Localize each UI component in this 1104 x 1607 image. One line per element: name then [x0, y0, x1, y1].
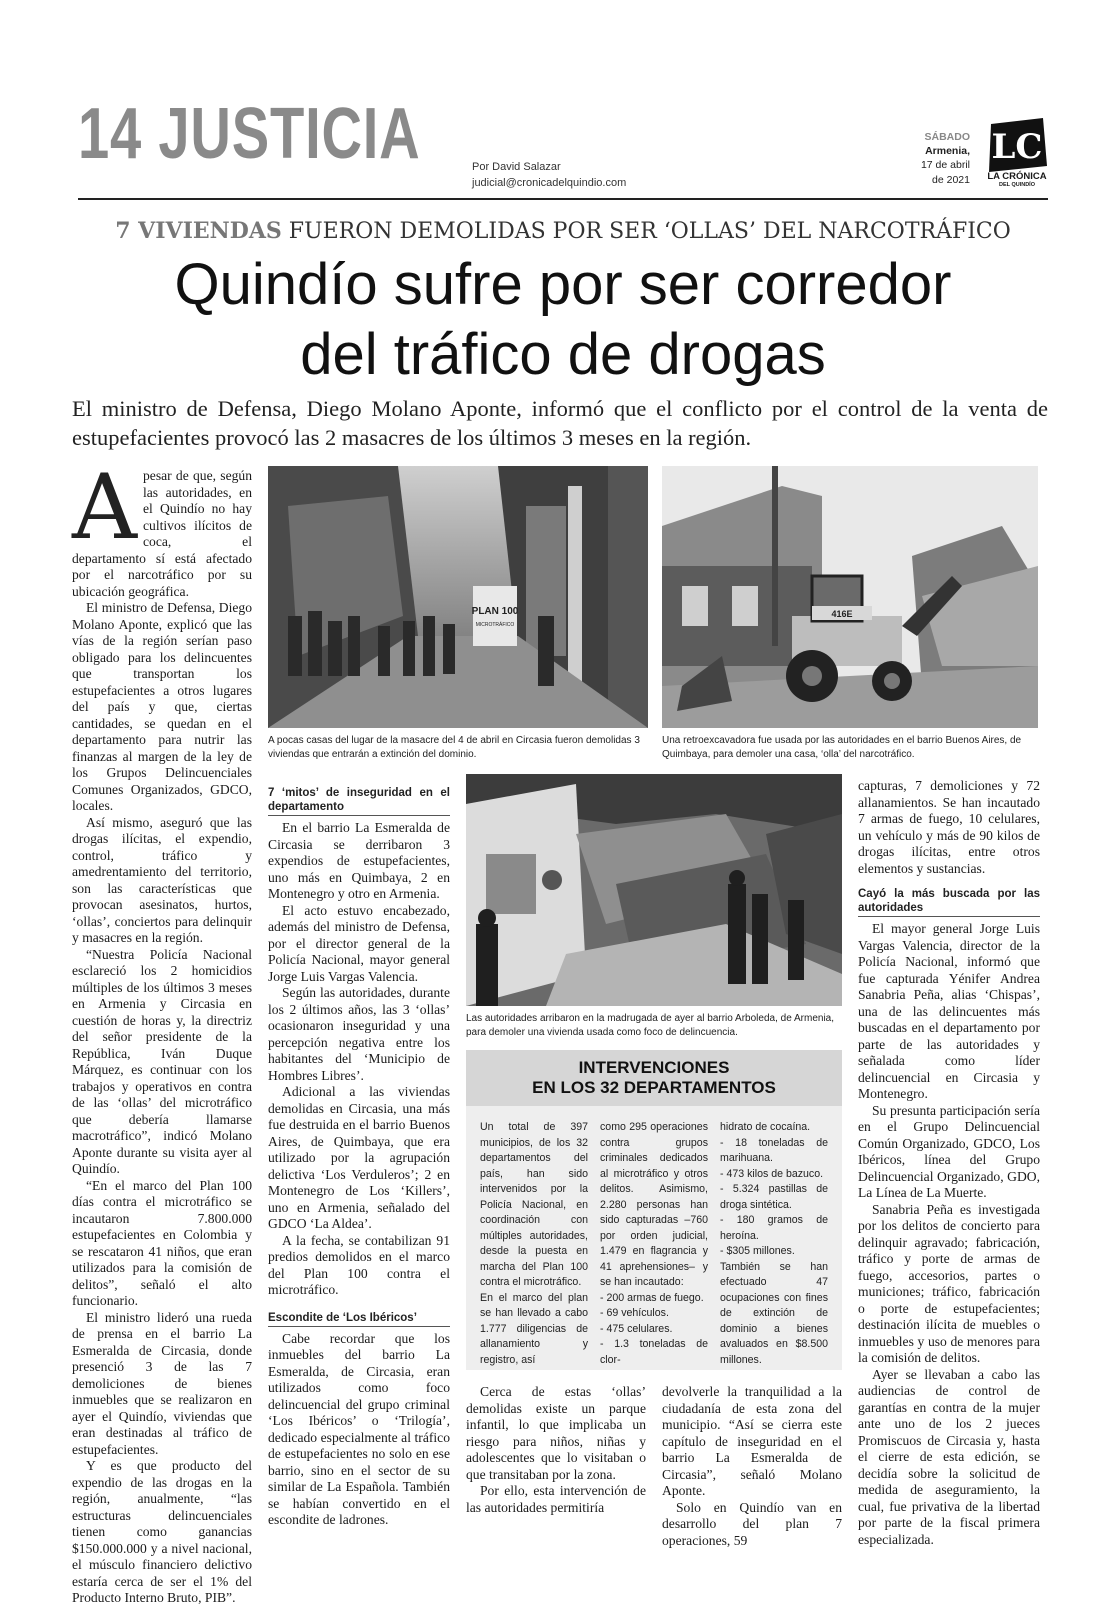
infobox-item: - 18 toneladas de marihuana.	[720, 1136, 828, 1164]
section-title: 14 JUSTICIA	[78, 94, 421, 174]
infobox-item: - $305 millones.	[720, 1245, 795, 1257]
col4-p5: Ayer se llevaban a cabo las audiencias de control de garantías en contra de la mujer ante uno de los 2 jueces Promiscuos de Circasia y, hasta el cierre de esta edición, se decidía sobre la solicitud de medida de aseguramiento, la cual, fue privativa de la libertad por parte de la fiscal primera especializada.	[858, 1366, 1040, 1547]
infobox-title-line1: INTERVENCIONES	[578, 1058, 730, 1077]
infobox-col-1	[480, 1120, 588, 1368]
infobox-item: - 5.324 pastillas de droga sintética.	[720, 1183, 828, 1211]
col1-p3: Así mismo, aseguró que las drogas ilícitas, el expendio, control, tráfico y amedrentamiento del territorio, son las características que provocan asesinatos, hurtos, ‘ollas’, conciertos para delinquir y masacres en la región.	[72, 814, 252, 945]
col1-p6: El ministro lideró una rueda de prensa en el barrio La Esmeralda de Circasia, donde presenció 3 de las 7 demoliciones de bienes inmuebles que se realizaron en ayer el Quindío, viviendas que eran destinadas al tráfico de estupefacientes.	[72, 1309, 252, 1457]
plan100-sign: PLAN 100	[471, 606, 519, 617]
col2-p5: A la fecha, se contabilizan 91 predios demolidos en el marco del Plan 100 contra el microtráfico.	[268, 1232, 450, 1297]
kicker-rest: FUERON DEMOLIDAS POR SER ‘OLLAS’ DEL NARCOTRÁFICO	[281, 219, 1011, 244]
col2-p4: Adicional a las viviendas demolidas en Circasia, una más fue destruida en el barrio Buenos Aires, de Quimbaya, que era utilizado por la agrupación delictiva ‘Los Verduleros’; 2 en Montenegro de Los ‘Killers’, uno en Armenia, señalado del GDCO ‘La Aldea’.	[268, 1084, 450, 1231]
infobox-c3-first: hidrato de cocaína.	[720, 1121, 811, 1133]
col1-p1: pesar de que, según las autoridades, en el Quindío no hay cultivos ilícitos de coca, el departamento sí está afectado por el narcotráfico por su ubicación geográfica.	[72, 468, 252, 599]
bottom-right-p1: devolverle la tranquilidad a la ciudadanía de esta zona del municipio. “Así se cierra este capítulo de inseguridad en el barrio La Esmeralda de Circasia”, señaló Molano Aponte.	[662, 1384, 842, 1498]
kicker	[78, 218, 1048, 244]
col2-subhead-1: 7 ‘mitos’ de inseguridad en el departamento	[268, 786, 450, 816]
col2-p2: El acto estuvo encabezado, además del ministro de Defensa, por el director general de la Policía Nacional, mayor general Jorge Luis Vargas Valencia.	[268, 902, 450, 984]
col4-p4: Sanabria Peña es investigada por los delitos de concierto para delinquir agravado; fabricación, tráfico y porte de armas de fuego, accesorios, partes o municiones; tráfico, fabricación o porte de estupefacientes; destinación ilícita de muebles o inmuebles y uso de menores para la comisión de delitos.	[858, 1201, 1040, 1365]
bottom-left-p1: Cerca de estas ‘ollas’ demolidas existe un parque infantil, lo que implicaba un riesgo para niños, niñas y adolescentes que lo visitaban o que transitaban por la zona.	[466, 1384, 646, 1482]
col2-p3: Según las autoridades, durante los 2 últimos años, las 3 ‘ollas’ ocasionaron inseguridad y una percepción negativa entre los habitantes del ‘Municipio de Hombres Libres’.	[268, 985, 450, 1083]
col2-p6: Cabe recordar que los inmuebles del barrio La Esmeralda, de Circasia, eran utilizados como foco delincuencial del grupo criminal ‘Los Ibéricos’ o ‘Trilogía’, dedicado especialmente al tráfico de estupefacientes no solo en ese barrio, sino en el sector de su similar de La Española. También se habían convertido en el escondite de ladrones.	[268, 1330, 450, 1527]
infobox-c2: como 295 operaciones contra grupos criminales dedicados al microtráfico y otros delitos. Asimismo, 2.280 personas han sido capturadas –760 por orden judicial, 1.479 en flagrancia y 41 aprehensiones– y se han incautado:	[600, 1121, 708, 1288]
infobox-item: - 1.3 toneladas de clor-	[600, 1338, 708, 1366]
date-day: SÁBADO	[924, 131, 970, 143]
column-1	[72, 455, 252, 1607]
date-line2: de 2021	[932, 173, 970, 186]
bottom-left-column	[466, 1384, 646, 1516]
col1-p5: “En el marco del Plan 100 días contra el microtráfico se incautaron 7.800.000 estupefacientes en Colombia y se rescataron 41 niños, que eran utilizados para la comisión de delitos”, señaló el alto funcionario.	[72, 1177, 252, 1308]
col2-p1: En el barrio La Esmeralda de Circasia se derribaron 3 expendios de estupefacientes, uno más en Quimbaya, 2 en Montenegro y otro en Armenia.	[268, 820, 450, 901]
headline-line1: Quindío sufre por ser corredor	[174, 252, 952, 317]
infobox-col-2	[600, 1120, 708, 1368]
infobox-c1b: En el marco del plan se han llevado a cabo 1.777 diligencias de allanamiento y registro, así	[480, 1291, 588, 1366]
col2-subhead-2: Escondite de ‘Los Ibéricos’	[268, 1311, 450, 1327]
byline-email[interactable]: judicial@cronicadelquindio.com	[472, 176, 627, 189]
subhead: El ministro de Defensa, Diego Molano Aponte, informó que el conflicto por el control de la venta de estupefacientes provocó las 2 masacres de los últimos 3 meses en la región.	[72, 396, 1048, 450]
bottom-left-p2: Por ello, esta intervención de las autoridades permitiría	[466, 1483, 646, 1515]
col4-p3: Su presunta participación sería en el Grupo Delincuencial Común Organizado, GDCO, Los Ibéricos, línea del Grupo Delincuencial Organizado, GDO, La Línea de La Muerte.	[858, 1102, 1040, 1200]
infobox-item: - 475 celulares.	[600, 1322, 673, 1335]
machine-label: 416E	[831, 609, 853, 619]
infobox-title-line2: EN LOS 32 DEPARTAMENTOS	[532, 1078, 776, 1097]
logo-name-sub: DEL QUINDÍO	[999, 182, 1035, 189]
photo-street-police	[268, 466, 648, 728]
col1-p7: Y es que producto del expendio de las drogas en la región, anualmente, “las estructuras delincuenciales tienen como ganancias $150.000.000 y a nivel nacional, el músculo financiero delictivo estaría cerca de ser el 1% del Producto Interno Bruto, PIB”.	[72, 1458, 252, 1605]
infobox-item: - 473 kilos de bazuco.	[720, 1167, 824, 1180]
logo-name	[980, 172, 1054, 188]
date-line1: 17 de abril	[920, 159, 970, 172]
infobox-c1: Un total de 397 municipios, de los 32 departamentos del país, han sido intervenidos por la Policía Nacional, en coordinación con múltiples autoridades, desde la puesta en marcha del Plan 100 contra el microtráfico.	[480, 1121, 588, 1288]
date-city: Armenia,	[925, 145, 970, 158]
col4-subhead: Cayó la más buscada por las autoridades	[858, 887, 1040, 917]
logo-letters: LC	[991, 127, 1043, 167]
newspaper-logo-icon	[985, 118, 1049, 172]
byline	[472, 160, 626, 192]
photo-backhoe	[662, 466, 1038, 728]
dropcap: A	[72, 455, 137, 560]
kicker-bold: 7 VIVIENDAS	[115, 218, 282, 244]
bottom-right-p2: Solo en Quindío van en desarrollo del plan 7 operaciones, 59	[662, 1499, 842, 1548]
byline-author: Por David Salazar	[472, 161, 561, 173]
caption-1: A pocas casas del lugar de la masacre del 4 de abril en Circasia fueron demolidas 3 viviendas que entrarán a extinción del dominio.	[268, 735, 640, 760]
infobox-title	[466, 1058, 842, 1098]
caption-2: Una retroexcavadora fue usada por las autoridades en el barrio Buenos Aires, de Quimbaya, para demoler una casa, ‘olla’ del narcotráfico.	[662, 735, 1022, 760]
headline	[78, 250, 1048, 390]
logo-name-main: LA CRÓNICA	[987, 171, 1047, 182]
infobox-item: - 180 gramos de heroína.	[720, 1214, 828, 1242]
col1-p4: “Nuestra Policía Nacional esclareció los 2 homicidios múltiples de los últimos 3 meses en Armenia y Circasia en cuestión de horas y, la directriz del señor presidente de la República, Iván Duque Márquez, es continuar con los trabajos y operativos en contra de las ‘ollas’ del microtráfico que debería llamarse macrotráfico”, indicó Molano Aponte durante su visita ayer al Quindío.	[72, 946, 252, 1176]
infobox-item: - 69 vehículos.	[600, 1307, 669, 1319]
col1-p2: El ministro de Defensa, Diego Molano Aponte, explicó que las vías de la región serían paso obligado para los delincuentes que transportan los estupefacientes a otros lugares del país y que, ciertas cantidades, se quedan en el departamento para nutrir las finanzas al margen de la ley de los Grupos Delincuenciales Comunes Organizados, GDCO, locales.	[72, 600, 252, 813]
infobox-c3-end: También se han efectuado 47 ocupaciones con fines de extinción de dominio a bienes avaluados en $8.500 millones.	[720, 1260, 828, 1366]
caption-3: Las autoridades arribaron en la madrugada de ayer al barrio Arboleda, de Armenia, para demoler una vivienda usada como foco de delincuencia.	[466, 1013, 835, 1038]
infobox-item: - 200 armas de fuego.	[600, 1291, 704, 1304]
bottom-right-column	[662, 1384, 842, 1549]
header-rule	[78, 198, 1048, 200]
column-4	[858, 778, 1040, 1548]
col4-p2: El mayor general Jorge Luis Vargas Valencia, director de la Policía Nacional, informó que fue capturada Yénifer Andrea Sanabria Peña, alias ‘Chispas’, una de las delincuentes más buscadas en el departamento por parte de las autoridades y señalada como líder delincuencial en Circasia y Montenegro.	[858, 921, 1040, 1101]
date-block	[890, 130, 970, 187]
infobox-col-3	[720, 1120, 828, 1368]
plan100-sign-sub: MICROTRÁFICO	[475, 622, 515, 628]
col4-p1: capturas, 7 demoliciones y 72 allanamientos. Se han incautado 7 armas de fuego, 10 celulares, un vehículo y más de 90 kilos de drogas ilícitas, entre otros elementos y sustancias.	[858, 778, 1040, 876]
column-2	[268, 780, 450, 1529]
headline-line2: del tráfico de drogas	[300, 322, 826, 387]
photo-demolition-arboleda	[466, 774, 842, 1006]
